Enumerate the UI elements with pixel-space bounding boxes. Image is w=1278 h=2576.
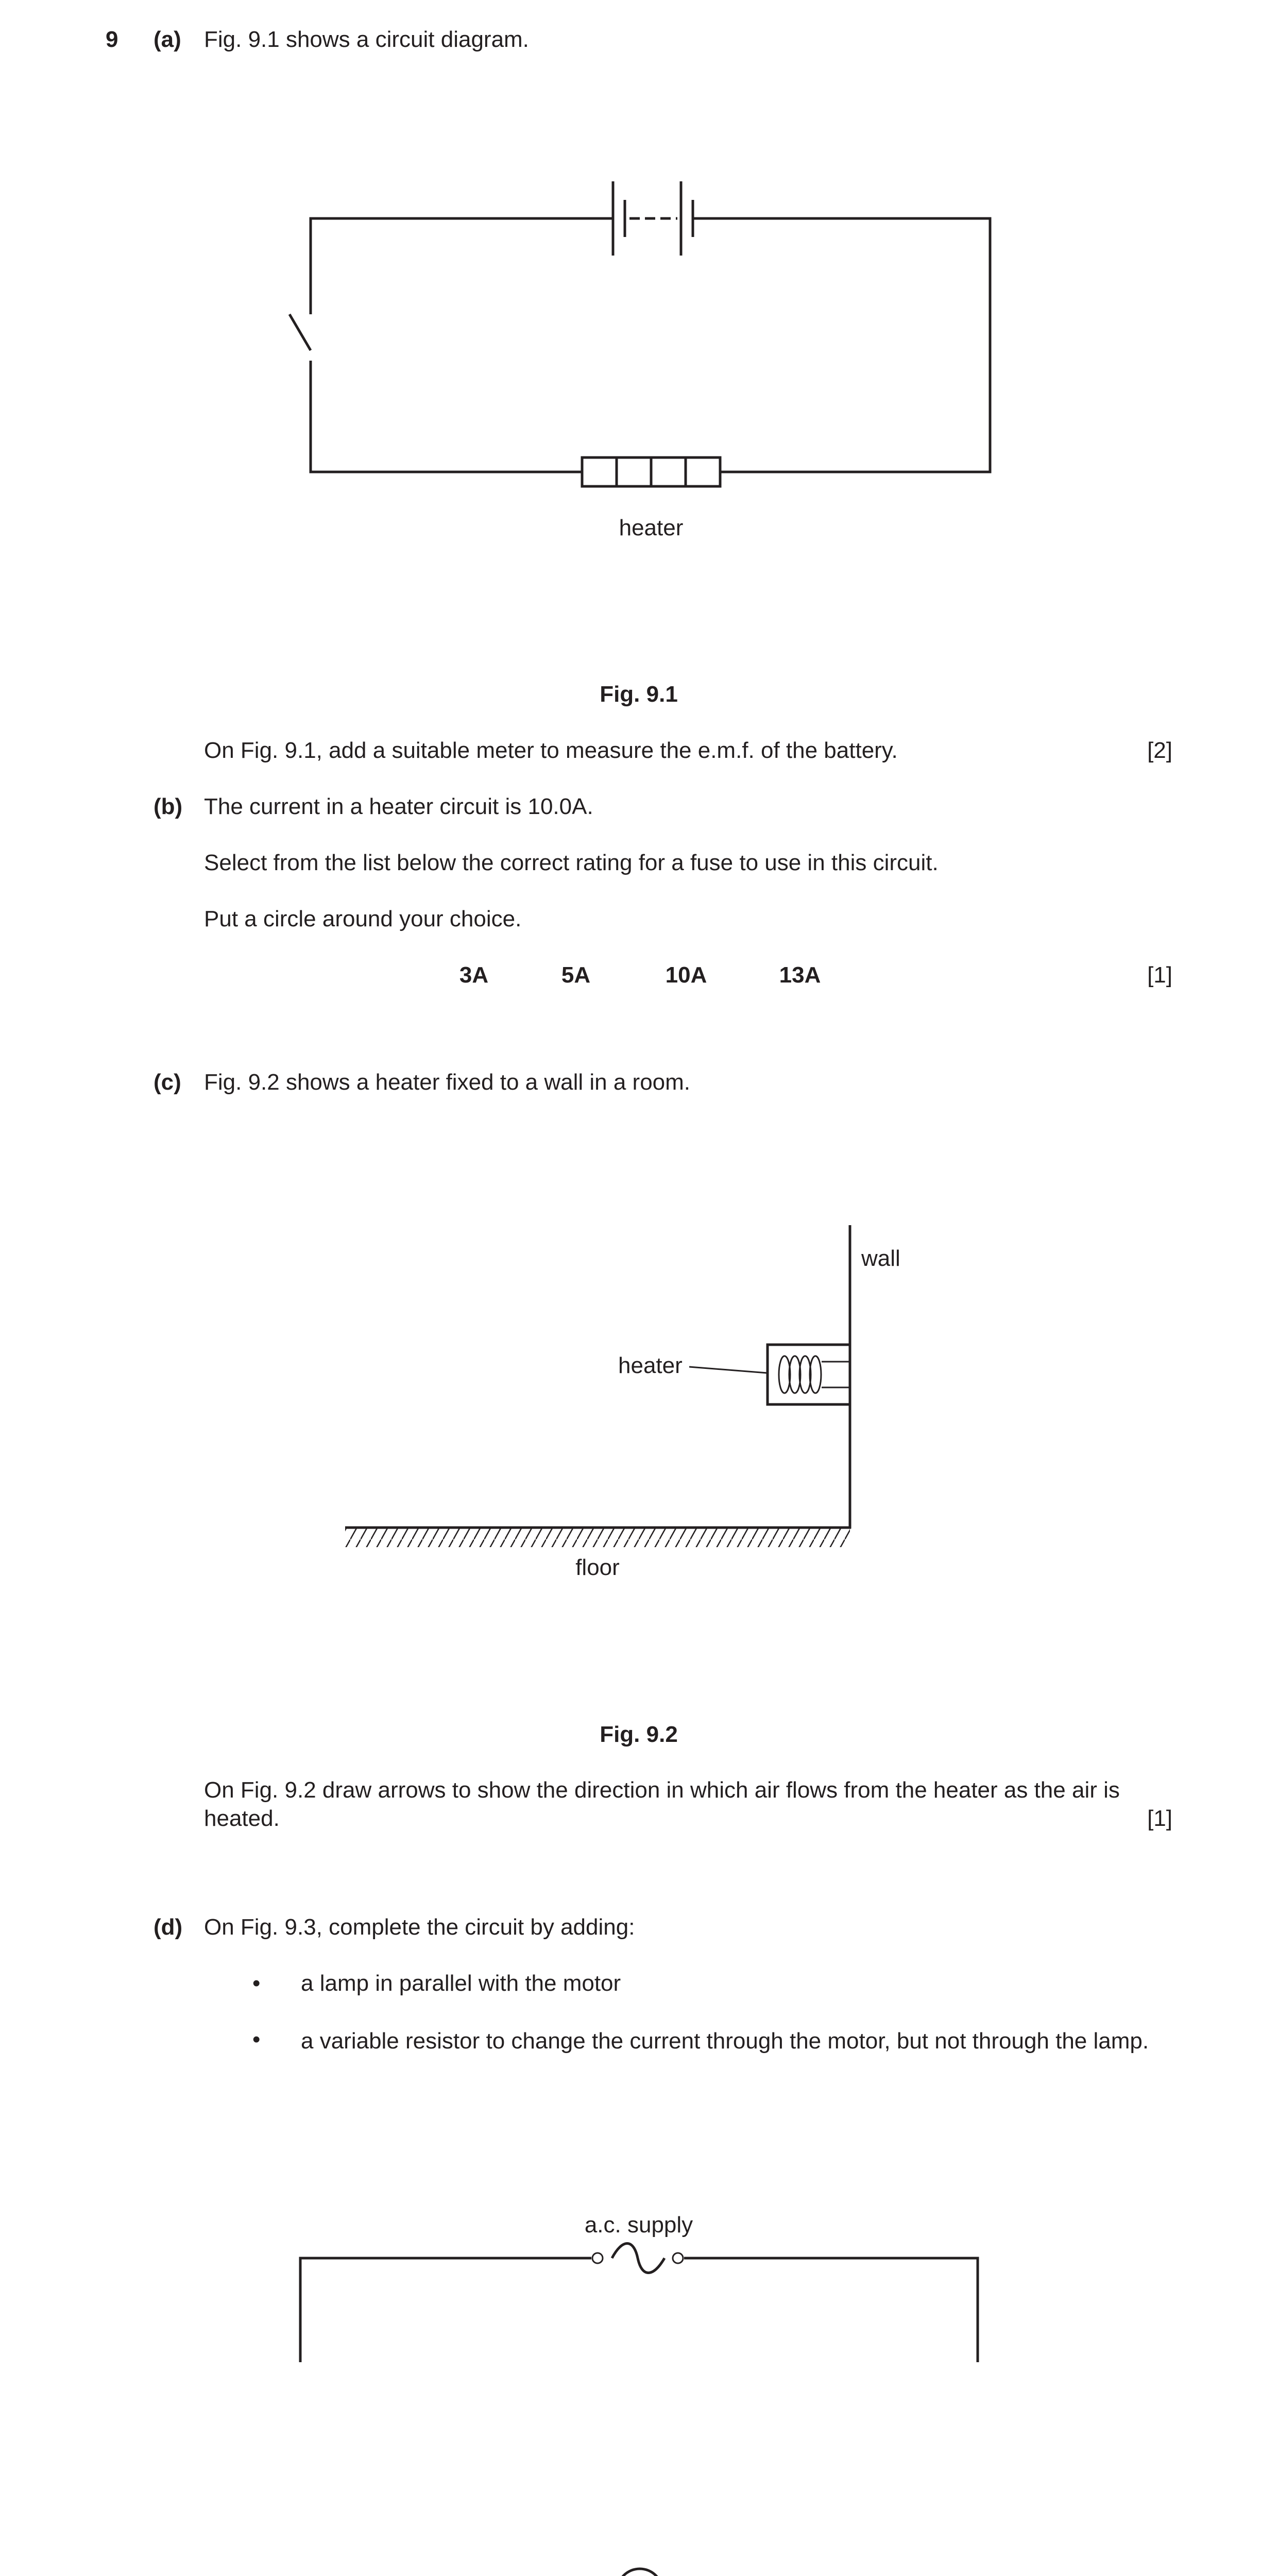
motor-symbol — [541, 2569, 739, 2576]
part-a-label: (a) — [154, 27, 181, 52]
part-c-instruction-line2: heated. — [204, 1806, 280, 1831]
part-b-marks: [1] — [1147, 962, 1172, 988]
fig-9-1-heater-label: heater — [619, 515, 684, 540]
part-b-line1: The current in a heater circuit is 10.0A. — [204, 794, 593, 819]
heater-label: heater — [618, 1353, 683, 1378]
fuse-option-3a[interactable]: 3A — [459, 962, 489, 988]
part-c-marks: [1] — [1147, 1806, 1172, 1831]
bullet-2-text: a variable resistor to change the current through the motor, but not through the lamp. — [301, 2028, 1149, 2054]
part-b-label: (b) — [154, 794, 183, 819]
bullet-2-marker: • — [252, 2027, 261, 2052]
fuse-option-10a[interactable]: 10A — [665, 962, 707, 988]
part-c-label: (c) — [154, 1070, 181, 1095]
bullet-1-text: a lamp in parallel with the motor — [301, 1971, 621, 1996]
bullet-1-marker: • — [252, 1971, 261, 1996]
part-c-intro: Fig. 9.2 shows a heater fixed to a wall in a room. — [204, 1070, 691, 1095]
fig-9-1-caption: Fig. 9.1 — [600, 682, 678, 707]
supply-wire-right — [684, 2258, 978, 2362]
supply-wire-left — [300, 2258, 591, 2362]
part-b-line2: Select from the list below the correct rating for a fuse to use in this circuit. — [204, 850, 939, 875]
fuse-option-13a[interactable]: 13A — [779, 962, 821, 988]
question-number: 9 — [106, 27, 118, 52]
part-d-intro: On Fig. 9.3, complete the circuit by adding: — [204, 1914, 635, 1940]
part-a-instruction: On Fig. 9.1, add a suitable meter to measure the e.m.f. of the battery. — [204, 738, 898, 763]
ac-supply-label: a.c. supply — [584, 2212, 693, 2238]
part-c-instruction-line1: On Fig. 9.2 draw arrows to show the direction in which air flows from the heater as the air is — [204, 1777, 1120, 1803]
part-a-marks: [2] — [1147, 738, 1172, 763]
wall-label: wall — [861, 1246, 900, 1271]
fig-9-2-caption: Fig. 9.2 — [600, 1722, 678, 1747]
part-a-intro: Fig. 9.1 shows a circuit diagram. — [204, 27, 529, 52]
ac-supply-symbol — [592, 2244, 683, 2273]
part-b-line3: Put a circle around your choice. — [204, 906, 522, 931]
fuse-option-5a[interactable]: 5A — [561, 962, 591, 988]
floor-label: floor — [575, 1555, 620, 1580]
part-d-label: (d) — [154, 1914, 183, 1940]
